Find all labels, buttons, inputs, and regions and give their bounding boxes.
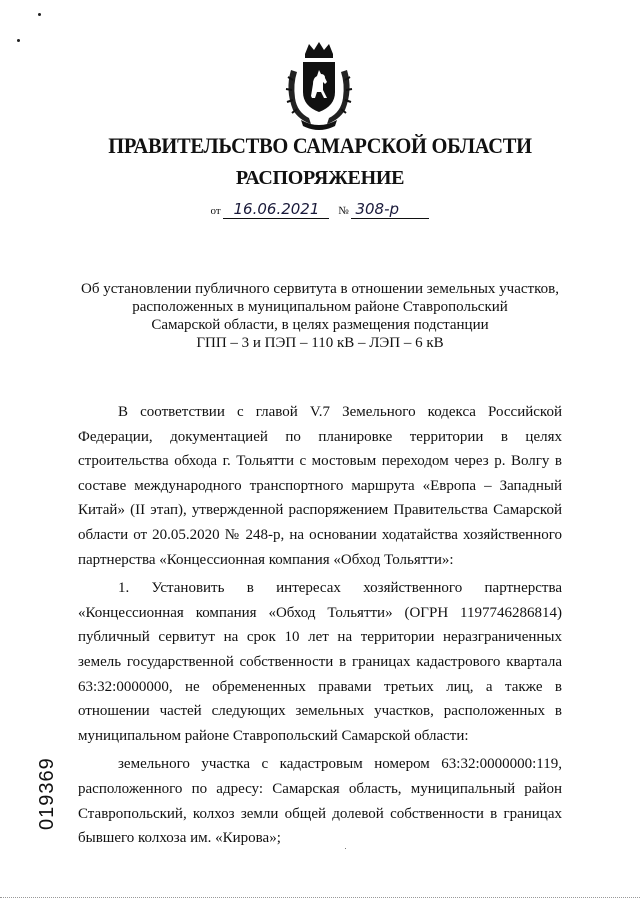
body-paragraph-land-plot: земельного участка с кадастровым номером 63:32:0000000:119, расположенного по адресу: Самарская область, муниципальный район Ставропольский, колхоз земли общей долевой собственности в границах бывшего колхоза им. «Кирова»; xyxy=(78,756,562,847)
subject-line: Об установлении публичного сервитута в отношении земельных участков, xyxy=(81,281,559,297)
scan-bottom-edge xyxy=(0,897,640,898)
date-value: 16.06.2021 xyxy=(223,200,329,219)
government-title: ПРАВИТЕЛЬСТВО САМАРСКОЙ ОБЛАСТИ xyxy=(108,133,532,158)
document-type: РАСПОРЯЖЕНИЕ xyxy=(235,167,405,189)
subject-line: расположенных в муниципальном районе Ставропольский xyxy=(132,299,508,315)
date-label: от xyxy=(210,205,221,217)
scan-speck xyxy=(17,39,20,42)
scan-speck xyxy=(38,13,41,16)
document-subject xyxy=(60,280,580,352)
serial-number: 019369 xyxy=(36,757,58,830)
body-paragraph-preamble: В соответствии с главой V.7 Земельного кодекса Российской Федерации, документацией по планировке территории в целях строительства обхода г. Тольятти с мостовым переходом через р. Волгу в составе международного транспортного маршрута «Европа – Западный Китай» (II этап), утвержденной распоряжением Правительства Самарской области от 20.05.2020 № 248-р, на основании ходатайства хозяйственного партнерства «Концессионная компания «Обход Тольятти»: xyxy=(78,404,562,568)
subject-line: ГПП – 3 и ПЭП – 110 кВ – ЛЭП – 6 кВ xyxy=(196,335,444,351)
document-body xyxy=(78,400,562,851)
number-label: № xyxy=(338,205,349,217)
number-value: 308-р xyxy=(351,200,429,219)
body-paragraph-item-1: 1. Установить в интересах хозяйственного партнерства «Концессионная компания «Обход Тольятти» (ОГРН 1197746286814) публичный сервитут на срок 10 лет на территории неразграниченных земель государственной собственности в границах кадастрового квартала 63:32:0000000, не обремененных правами третьих лиц, а также в отношении частей следующих земельных участков, расположенных в муниципальном районе Ставропольский Самарской области: xyxy=(78,580,562,744)
subject-line: Самарской области, в целях размещения подстанции xyxy=(151,317,489,333)
samara-coat-of-arms-icon xyxy=(283,40,355,130)
date-number-line xyxy=(0,200,640,219)
